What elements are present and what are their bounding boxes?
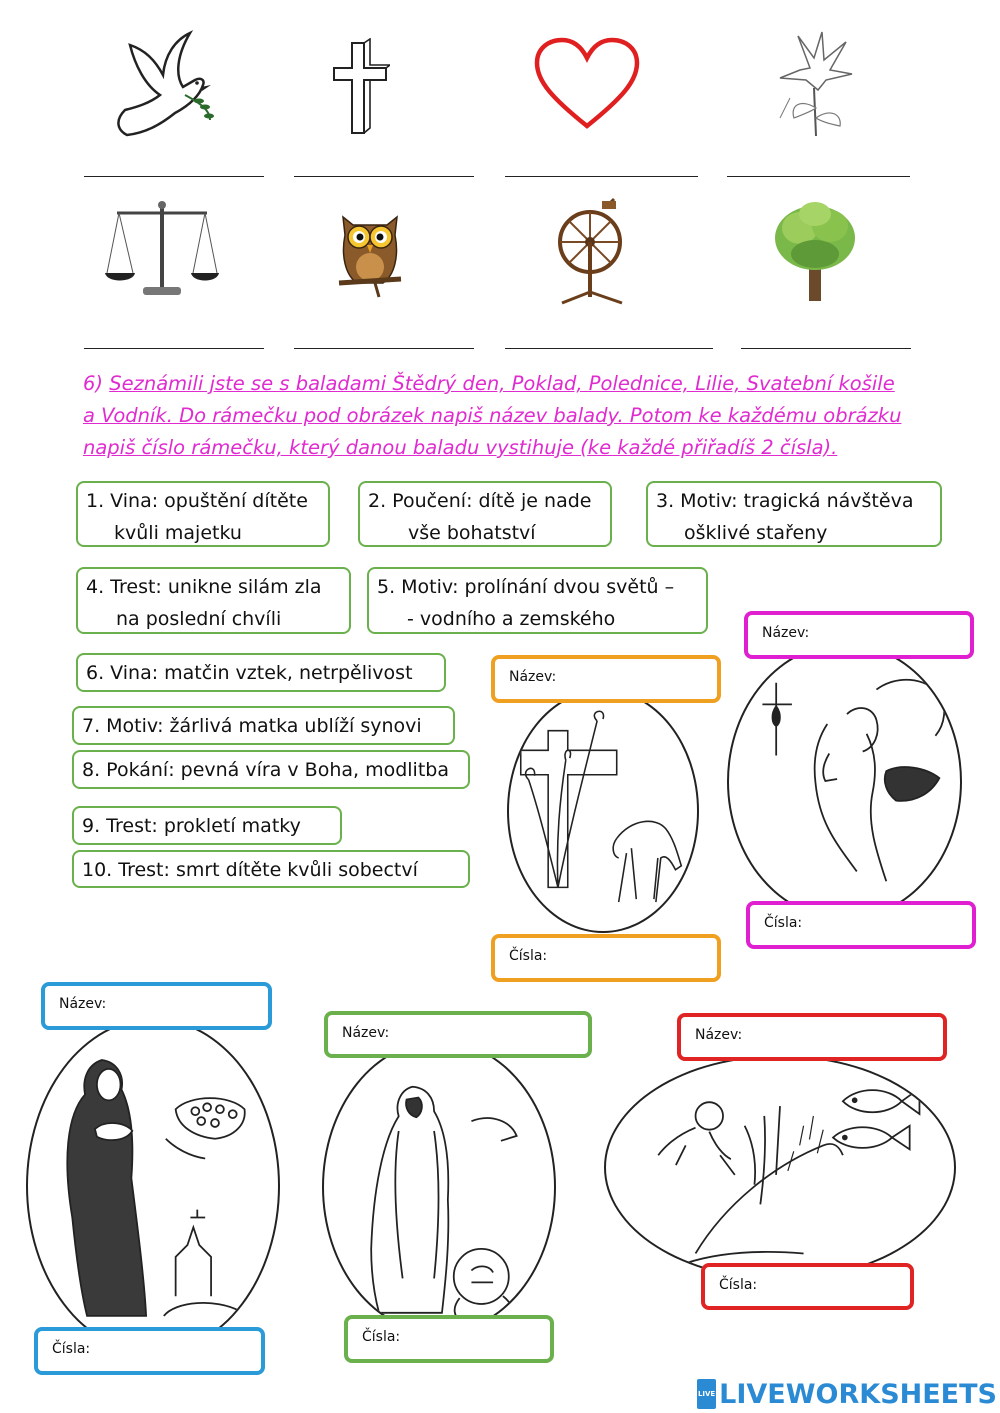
item-9-line-1: 9. Trest: prokletí matky [82,815,301,837]
lily-icon [770,28,855,138]
item-box-9 [72,806,342,845]
numbers-label: Čísla: [719,1277,758,1293]
task-line-2: a Vodník. Do rámečku pod obrázek napiš název balady. Potom ke každému obrázku [83,404,902,427]
item-box-3 [646,481,942,547]
numbers-label: Čísla: [52,1341,91,1357]
name-label: Název: [509,669,557,685]
ballad-picture-water-goblin [604,1055,956,1280]
name-box-orange[interactable] [491,655,721,703]
ballad-picture-lily [507,689,699,933]
task-line-1: Seznámili jste se s baladami Štědrý den, Poklad, Polednice, Lilie, Svatební košile [109,372,895,395]
tree-icon [770,198,860,303]
item-box-5 [367,567,708,634]
item-5-line-2: - vodního a zemského [407,608,616,630]
logo-text: LIVEWORKSHEETS [719,1378,997,1410]
name-box-red[interactable] [677,1013,947,1061]
item-box-4 [76,567,351,634]
liveworksheets-logo [697,1377,997,1411]
numbers-label: Čísla: [764,915,803,931]
item-3-line-1: 3. Motiv: tragická návštěva [656,490,914,512]
numbers-box-magenta[interactable] [746,901,976,949]
owl-icon [335,205,405,300]
item-5-line-1: 5. Motiv: prolínání dvou světů – [377,576,675,598]
name-label: Název: [695,1027,743,1043]
logo-badge: LIVE [697,1379,716,1409]
name-box-green[interactable] [324,1011,592,1058]
item-8-line-1: 8. Pokání: pevná víra v Boha, modlitba [82,759,449,781]
numbers-box-red[interactable] [701,1263,914,1310]
name-label: Název: [59,996,107,1012]
name-box-magenta[interactable] [744,611,974,659]
ballad-picture-noon-witch [322,1040,556,1334]
item-box-7 [72,706,455,745]
item-7-line-1: 7. Motiv: žárlivá matka ublíží synovi [82,715,422,737]
numbers-box-green[interactable] [344,1315,554,1363]
item-1-line-2: kvůli majetku [114,522,242,544]
numbers-label: Čísla: [362,1329,401,1345]
item-4-line-2: na poslední chvíli [116,608,282,630]
ballad-picture-wedding [727,643,962,920]
item-box-8 [72,750,470,789]
cross-icon [330,38,390,138]
item-3-line-2: ošklivé stařeny [684,522,828,544]
item-6-line-1: 6. Vina: matčin vztek, netrpělivost [86,662,413,684]
item-box-1 [76,481,330,547]
task-line-3: napiš číslo rámečku, který danou baladu vystihuje (ke každé přiřadíš 2 čísla). [83,436,838,459]
name-label: Název: [762,625,810,641]
item-box-6 [76,653,446,692]
item-10-line-1: 10. Trest: smrt dítěte kvůli sobectví [82,859,418,881]
task-instructions [83,368,963,464]
numbers-label: Čísla: [509,948,548,964]
heart-icon [532,36,642,131]
item-2-line-2: vše bohatství [408,522,536,544]
dove-icon [105,25,215,140]
task-number: 6) [83,372,104,395]
name-label: Název: [342,1025,390,1041]
item-1-line-1: 1. Vina: opuštění dítěte [86,490,308,512]
item-2-line-1: 2. Poučení: dítě je nade [368,490,592,512]
scales-icon [105,195,220,300]
item-box-2 [358,481,612,547]
numbers-box-orange[interactable] [491,934,721,982]
item-box-10 [72,850,470,888]
ballad-picture-treasure [26,1018,280,1354]
name-box-blue[interactable] [41,982,272,1030]
item-4-line-1: 4. Trest: unikne silám zla [86,576,322,598]
numbers-box-blue[interactable] [34,1327,265,1375]
spinning-wheel-icon [548,197,633,305]
